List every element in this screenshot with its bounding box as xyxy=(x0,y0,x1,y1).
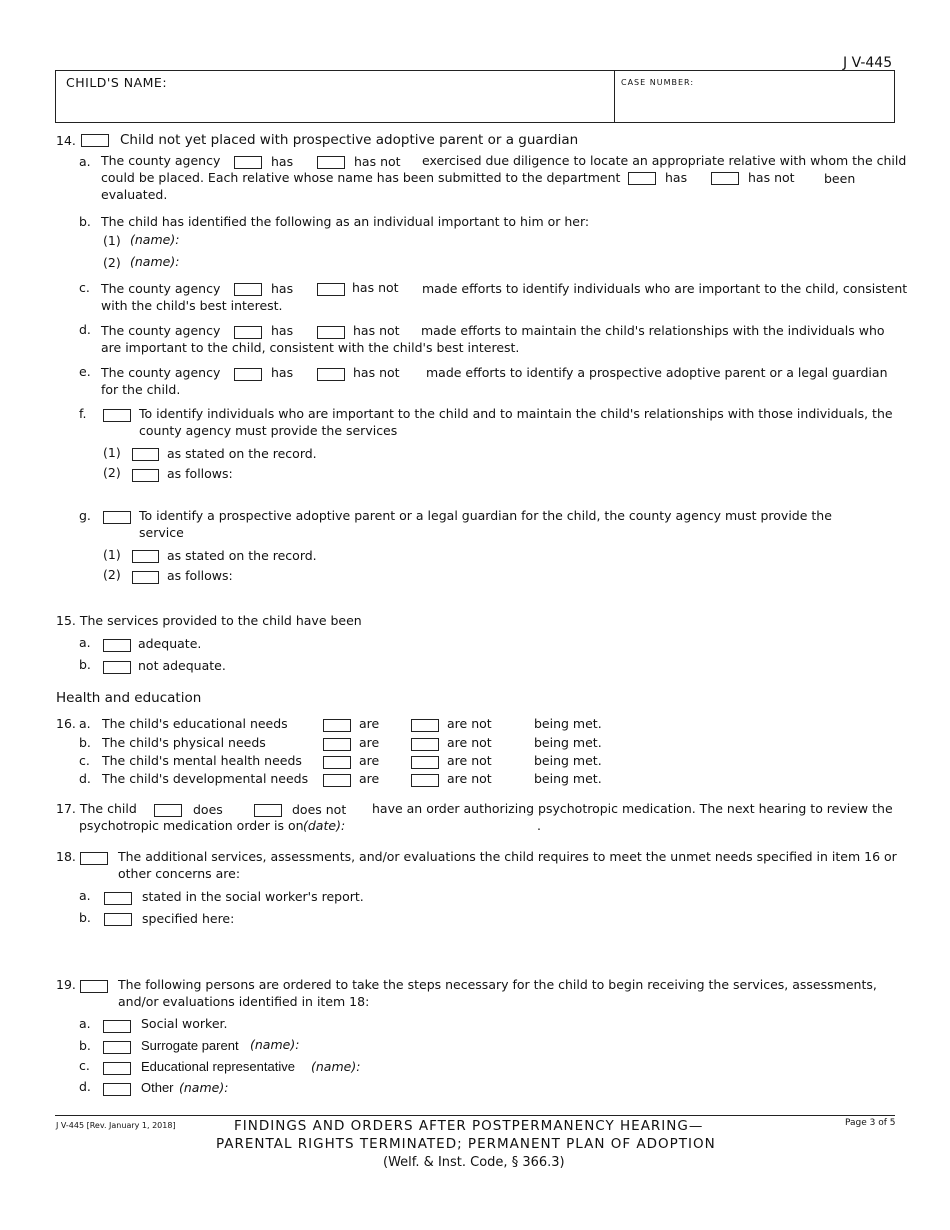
item14f-2-field[interactable] xyxy=(240,464,884,504)
item19b-name-label: (name): xyxy=(250,1037,300,1052)
item14d-lead: The county agency xyxy=(101,323,221,338)
item14f-2-checkbox[interactable] xyxy=(132,469,159,482)
item17-period: . xyxy=(537,818,541,833)
item17-does-checkbox[interactable] xyxy=(154,804,182,817)
item14d-has-label: has xyxy=(271,323,294,338)
item16a-are-label: are xyxy=(359,716,380,731)
item15b-checkbox[interactable] xyxy=(103,661,131,674)
item15b-label: not adequate. xyxy=(138,658,226,673)
item17-does-not-label: does not xyxy=(292,802,347,817)
item14d-text2: are important to the child, consistent with the child's best interest. xyxy=(101,340,520,355)
health-education-heading: Health and education xyxy=(56,690,202,706)
page-number: Page 3 of 5 xyxy=(845,1118,896,1128)
item17-text1: have an order authorizing psychotropic medication. The next hearing to review the xyxy=(372,801,893,816)
item16c-being-met: being met. xyxy=(534,753,602,768)
item16a-being-met: being met. xyxy=(534,716,602,731)
item18b-checkbox[interactable] xyxy=(104,913,132,926)
item14f-text2: county agency must provide the services xyxy=(139,423,398,438)
item14g-2-label: as follows: xyxy=(167,568,233,583)
child-name-label: CHILD'S NAME: xyxy=(66,75,168,90)
item18a-checkbox[interactable] xyxy=(104,892,132,905)
item14f-1-number: (1) xyxy=(103,445,121,460)
item14c-has-not-checkbox[interactable] xyxy=(317,283,345,296)
item14c-has-checkbox[interactable] xyxy=(234,283,262,296)
item19c-letter: c. xyxy=(79,1058,90,1073)
item14a-text1: exercised due diligence to locate an appropriate relative with whom the child xyxy=(422,153,907,168)
item16d-are-not-checkbox[interactable] xyxy=(411,774,439,787)
item18b-field[interactable] xyxy=(240,909,884,963)
case-number-field[interactable] xyxy=(620,95,892,119)
item14g-2-checkbox[interactable] xyxy=(132,571,159,584)
item16c-label: The child's mental health needs xyxy=(102,753,302,768)
item14c-has-label: has xyxy=(271,281,294,296)
item16a-are-not-checkbox[interactable] xyxy=(411,719,439,732)
item14g-text1: To identify a prospective adoptive parent or a legal guardian for the child, the county agency must provide the xyxy=(139,508,832,523)
item16b-label: The child's physical needs xyxy=(102,735,266,750)
item14a-has-label: has xyxy=(271,154,294,169)
item19a-letter: a. xyxy=(79,1016,91,1031)
item17-date-field[interactable] xyxy=(348,815,538,837)
footer-title-line1: FINDINGS AND ORDERS AFTER POSTPERMANENCY HEARING— xyxy=(234,1118,704,1134)
item14f-checkbox[interactable] xyxy=(103,409,131,422)
item17-does-not-checkbox[interactable] xyxy=(254,804,282,817)
item17-lead: 17. The child xyxy=(56,801,137,816)
item14d-has-checkbox[interactable] xyxy=(234,326,262,339)
item16b-are-label: are xyxy=(359,735,380,750)
item14b-2-name-label: (name): xyxy=(130,254,180,269)
item14-checkbox[interactable] xyxy=(81,134,109,147)
item14c-lead: The county agency xyxy=(101,281,221,296)
item14-number: 14. xyxy=(56,133,76,148)
item18b-label: specified here: xyxy=(142,911,235,926)
item16b-being-met: being met. xyxy=(534,735,602,750)
item14g-2-number: (2) xyxy=(103,567,121,582)
item18-number: 18. xyxy=(56,849,76,864)
item14d-has-not-checkbox[interactable] xyxy=(317,326,345,339)
item16d-are-label: are xyxy=(359,771,380,786)
item14b-2-name-field[interactable] xyxy=(182,251,886,273)
item16b-are-checkbox[interactable] xyxy=(323,738,351,751)
item14e-has-not-checkbox[interactable] xyxy=(317,368,345,381)
item19-text2: and/or evaluations identified in item 18: xyxy=(118,994,370,1009)
footer-rule xyxy=(55,1115,895,1116)
item14d-text1: made efforts to maintain the child's relationships with the individuals who xyxy=(421,323,885,338)
item19-text1: The following persons are ordered to take the steps necessary for the child to begin receiving the services, assessments, xyxy=(118,977,877,992)
item14a-evaluated-has-label: has xyxy=(665,170,688,185)
child-name-field[interactable] xyxy=(64,95,608,119)
item16c-are-not-label: are not xyxy=(447,753,492,768)
item14e-has-checkbox[interactable] xyxy=(234,368,262,381)
item19d-name-label: (name): xyxy=(179,1080,229,1095)
item16d-are-not-label: are not xyxy=(447,771,492,786)
item14a-has-checkbox[interactable] xyxy=(234,156,262,169)
item14g-letter: g. xyxy=(79,508,91,523)
item14-title: Child not yet placed with prospective adoptive parent or a guardian xyxy=(120,132,579,148)
item14g-1-checkbox[interactable] xyxy=(132,550,159,563)
item16d-label: The child's developmental needs xyxy=(102,771,309,786)
item19d-checkbox[interactable] xyxy=(103,1083,131,1096)
item14b-1-number: (1) xyxy=(103,233,121,248)
item14g-2-field[interactable] xyxy=(240,566,884,606)
item16c-letter: c. xyxy=(79,753,90,768)
form-id: J V-445 xyxy=(843,55,893,71)
item18-checkbox[interactable] xyxy=(80,852,108,865)
item14c-text2: with the child's best interest. xyxy=(101,298,283,313)
item18a-label: stated in the social worker's report. xyxy=(142,889,364,904)
item16c-are-not-checkbox[interactable] xyxy=(411,756,439,769)
item19c-label: Educational representative xyxy=(141,1059,295,1074)
item14e-has-label: has xyxy=(271,365,294,380)
item19-checkbox[interactable] xyxy=(80,980,108,993)
item14e-has-not-label: has not xyxy=(353,365,400,380)
item19d-letter: d. xyxy=(79,1079,91,1094)
item14e-letter: e. xyxy=(79,364,91,379)
item16d-being-met: being met. xyxy=(534,771,602,786)
item14e-text1: made efforts to identify a prospective adoptive parent or a legal guardian xyxy=(426,365,888,380)
item14a-has-not-checkbox[interactable] xyxy=(317,156,345,169)
item15-text: 15. The services provided to the child have been xyxy=(56,613,362,628)
item14f-letter: f. xyxy=(79,406,87,421)
item14a-text3: evaluated. xyxy=(101,187,168,202)
item16b-are-not-checkbox[interactable] xyxy=(411,738,439,751)
item14a-been: been xyxy=(824,171,856,186)
item14a-text2: could be placed. Each relative whose name has been submitted to the department xyxy=(101,170,621,185)
footer-revision: J V-445 [Rev. January 1, 2018] xyxy=(56,1121,176,1130)
item19b-checkbox[interactable] xyxy=(103,1041,131,1054)
item14b-text: The child has identified the following as an individual important to him or her: xyxy=(101,214,590,229)
item17-does-label: does xyxy=(193,802,223,817)
item14a-lead: The county agency xyxy=(101,153,221,168)
item16-number: 16. xyxy=(56,716,76,731)
item14b-letter: b. xyxy=(79,214,91,229)
item19c-name-field[interactable] xyxy=(362,1056,884,1077)
item16a-are-not-label: are not xyxy=(447,716,492,731)
item17-text2: psychotropic medication order is on xyxy=(79,818,304,833)
item15a-letter: a. xyxy=(79,635,91,650)
footer-code-citation: (Welf. & Inst. Code, § 366.3) xyxy=(383,1155,565,1170)
item17-date-label: (date): xyxy=(303,818,346,833)
item16c-are-label: are xyxy=(359,753,380,768)
item14f-1-label: as stated on the record. xyxy=(167,446,317,461)
item14c-has-not-label: has not xyxy=(352,280,399,295)
item14c-text1: made efforts to identify individuals who are important to the child, consistent xyxy=(422,281,908,296)
item19a-label: Social worker. xyxy=(141,1016,228,1031)
item16b-are-not-label: are not xyxy=(447,735,492,750)
item14g-1-label: as stated on the record. xyxy=(167,548,317,563)
item16d-letter: d. xyxy=(79,771,91,786)
item16a-are-checkbox[interactable] xyxy=(323,719,351,732)
item15b-letter: b. xyxy=(79,657,91,672)
item16c-are-checkbox[interactable] xyxy=(323,756,351,769)
footer-title-line2: PARENTAL RIGHTS TERMINATED; PERMANENT PLAN OF ADOPTION xyxy=(216,1136,716,1152)
item14b-2-number: (2) xyxy=(103,255,121,270)
item15a-label: adequate. xyxy=(138,636,202,651)
item14a-evaluated-has-not-label: has not xyxy=(748,170,795,185)
item14a-evaluated-has-checkbox[interactable] xyxy=(628,172,656,185)
item14e-text2: for the child. xyxy=(101,382,181,397)
item14f-text1: To identify individuals who are important to the child and to maintain the child's relationships with those individuals, the xyxy=(139,406,893,421)
item19d-name-field[interactable] xyxy=(230,1077,884,1098)
item14d-letter: d. xyxy=(79,322,91,337)
item15a-checkbox[interactable] xyxy=(103,639,131,652)
item19b-name-field[interactable] xyxy=(300,1035,884,1056)
item14d-has-not-label: has not xyxy=(353,323,400,338)
caption-divider xyxy=(614,71,615,122)
item14c-letter: c. xyxy=(79,280,90,295)
item19a-checkbox[interactable] xyxy=(103,1020,131,1033)
item19c-checkbox[interactable] xyxy=(103,1062,131,1075)
item18-text1: The additional services, assessments, and/or evaluations the child requires to meet the unmet needs specified in item 16 or xyxy=(118,849,897,864)
item18b-letter: b. xyxy=(79,910,91,925)
item14f-1-checkbox[interactable] xyxy=(132,448,159,461)
item14f-2-number: (2) xyxy=(103,465,121,480)
item19b-letter: b. xyxy=(79,1038,91,1053)
item16a-label: The child's educational needs xyxy=(102,716,288,731)
item14a-evaluated-has-not-checkbox[interactable] xyxy=(711,172,739,185)
item18-text2: other concerns are: xyxy=(118,866,241,881)
item16b-letter: b. xyxy=(79,735,91,750)
item19c-name-label: (name): xyxy=(311,1059,361,1074)
item14b-1-name-field[interactable] xyxy=(182,229,886,251)
item14g-checkbox[interactable] xyxy=(103,511,131,524)
item14g-text2: service xyxy=(139,525,184,540)
item14a-letter: a. xyxy=(79,154,91,169)
item18a-letter: a. xyxy=(79,888,91,903)
item14a-has-not-label: has not xyxy=(354,154,401,169)
item16d-are-checkbox[interactable] xyxy=(323,774,351,787)
item14e-lead: The county agency xyxy=(101,365,221,380)
case-number-label: CASE NUMBER: xyxy=(621,78,695,87)
item14b-1-name-label: (name): xyxy=(130,232,180,247)
item19-number: 19. xyxy=(56,977,76,992)
item14f-2-label: as follows: xyxy=(167,466,233,481)
item14g-1-number: (1) xyxy=(103,547,121,562)
item19b-label: Surrogate parent xyxy=(141,1038,239,1053)
item19d-label: Other xyxy=(141,1080,174,1095)
item16a-letter: a. xyxy=(79,716,91,731)
